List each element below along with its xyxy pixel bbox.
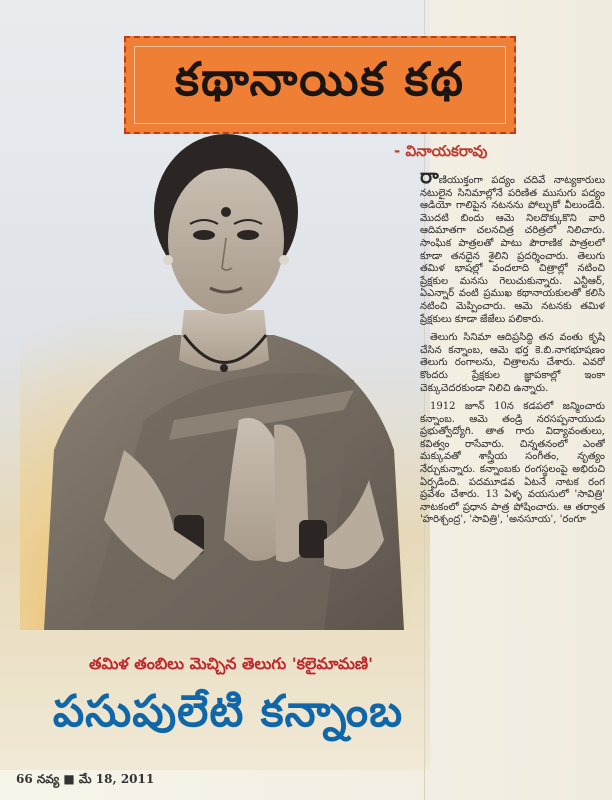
page-footer: 66 నవ్య ■ మే 18, 2011: [16, 772, 155, 786]
sub-headline: తమిళ తంబిలు మెచ్చిన తెలుగు 'కలైమామణి': [89, 654, 373, 673]
article-paragraph-text: ణియుక్తంగా పద్యం చదివే నాట్యకారులు నటులైన సినిమాల్లోనే పరిణిత ముసుగు పద్యం ఆడియో గాలిపైన నటనను పోల్చుకో వీలుండేది. మొదటి బిందు ఆమె నిలదొక్కుకొని వారి ఆదిమాతగా చలనచిత్ర చరిత్రలో నిలిచారు. సాంఘిక పాత్రలతో పాటు పౌరాణిక పాత్రలలో కూడా తనదైన శైలిని ప్రదర్శించారు. తెలుగు తమిళ భాషల్లో వందలాది చిత్రాల్లో నటించి ప్రేక్షకుల మనసు గెలుచుకున్నారు. ఎన్టీఆర్, ఏఎన్నార్ వంటి ప్రముఖ కథానాయకులతో కలిసి నటించి మెప్పించారు. ఆమె నటనకు తమిళ ప్రేక్షకులు కూడా జేజేలు పలికారు.: [420, 175, 605, 325]
article-body: [420, 168, 605, 758]
title-banner-inner: [134, 46, 506, 124]
article-paragraph: 1912 జూన్ 10న కడపలో జన్మించారు కన్నాంబ. ఆమె తండ్రి నరసప్పనాయుడు ప్రభుత్వోద్యోగి. తాత గారు విద్యావంతులు, కవిత్వం రాసేవారు. చిన్నతనంలో ఎంతో మక్కువతో శాస్త్రీయ సంగీతం, నృత్యం నేర్చుకున్నారు. కన్నాంబకు రంగస్థలంపై అభిరుచి ఏర్పడింది. పదమూడవ ఏటనే నాటక రంగ ప్రవేశం చేశారు. 13 ఏళ్ళ వయసులో 'సావిత్రి' నాటకంలో ప్రధాన పాత్ర పోషించారు. ఆ తర్వాత 'హరిశ్చంద్ర', 'సావిత్రి', 'అనసూయ', 'రంగూ: [420, 401, 605, 526]
author-byline: - వినాయకరావు: [394, 142, 488, 160]
article-paragraph: తెలుగు సినిమా ఆదిప్రసిద్ధి తన వంతు కృషి చేసిన కన్నాంబ, ఆమె భర్త కె.బి.నాగభూషణం తెలుగు రంగాలను, చిత్రాలను చేశారు. ఎవరో కొందరు ప్రేక్షకుల జ్ఞాపకాల్లో ఇంకా చెక్కుచెదరకుండా నిలిచి ఉన్నారు.: [420, 332, 605, 394]
page-title: కథానాయిక కథ: [175, 52, 465, 106]
actress-portrait: [24, 120, 404, 630]
article-paragraph: [420, 168, 605, 326]
main-headline: పసుపులేటి కన్నాంబ: [52, 686, 404, 737]
title-banner: [124, 36, 516, 134]
portrait-illustration: [24, 120, 404, 630]
drop-cap: రా: [420, 168, 439, 188]
